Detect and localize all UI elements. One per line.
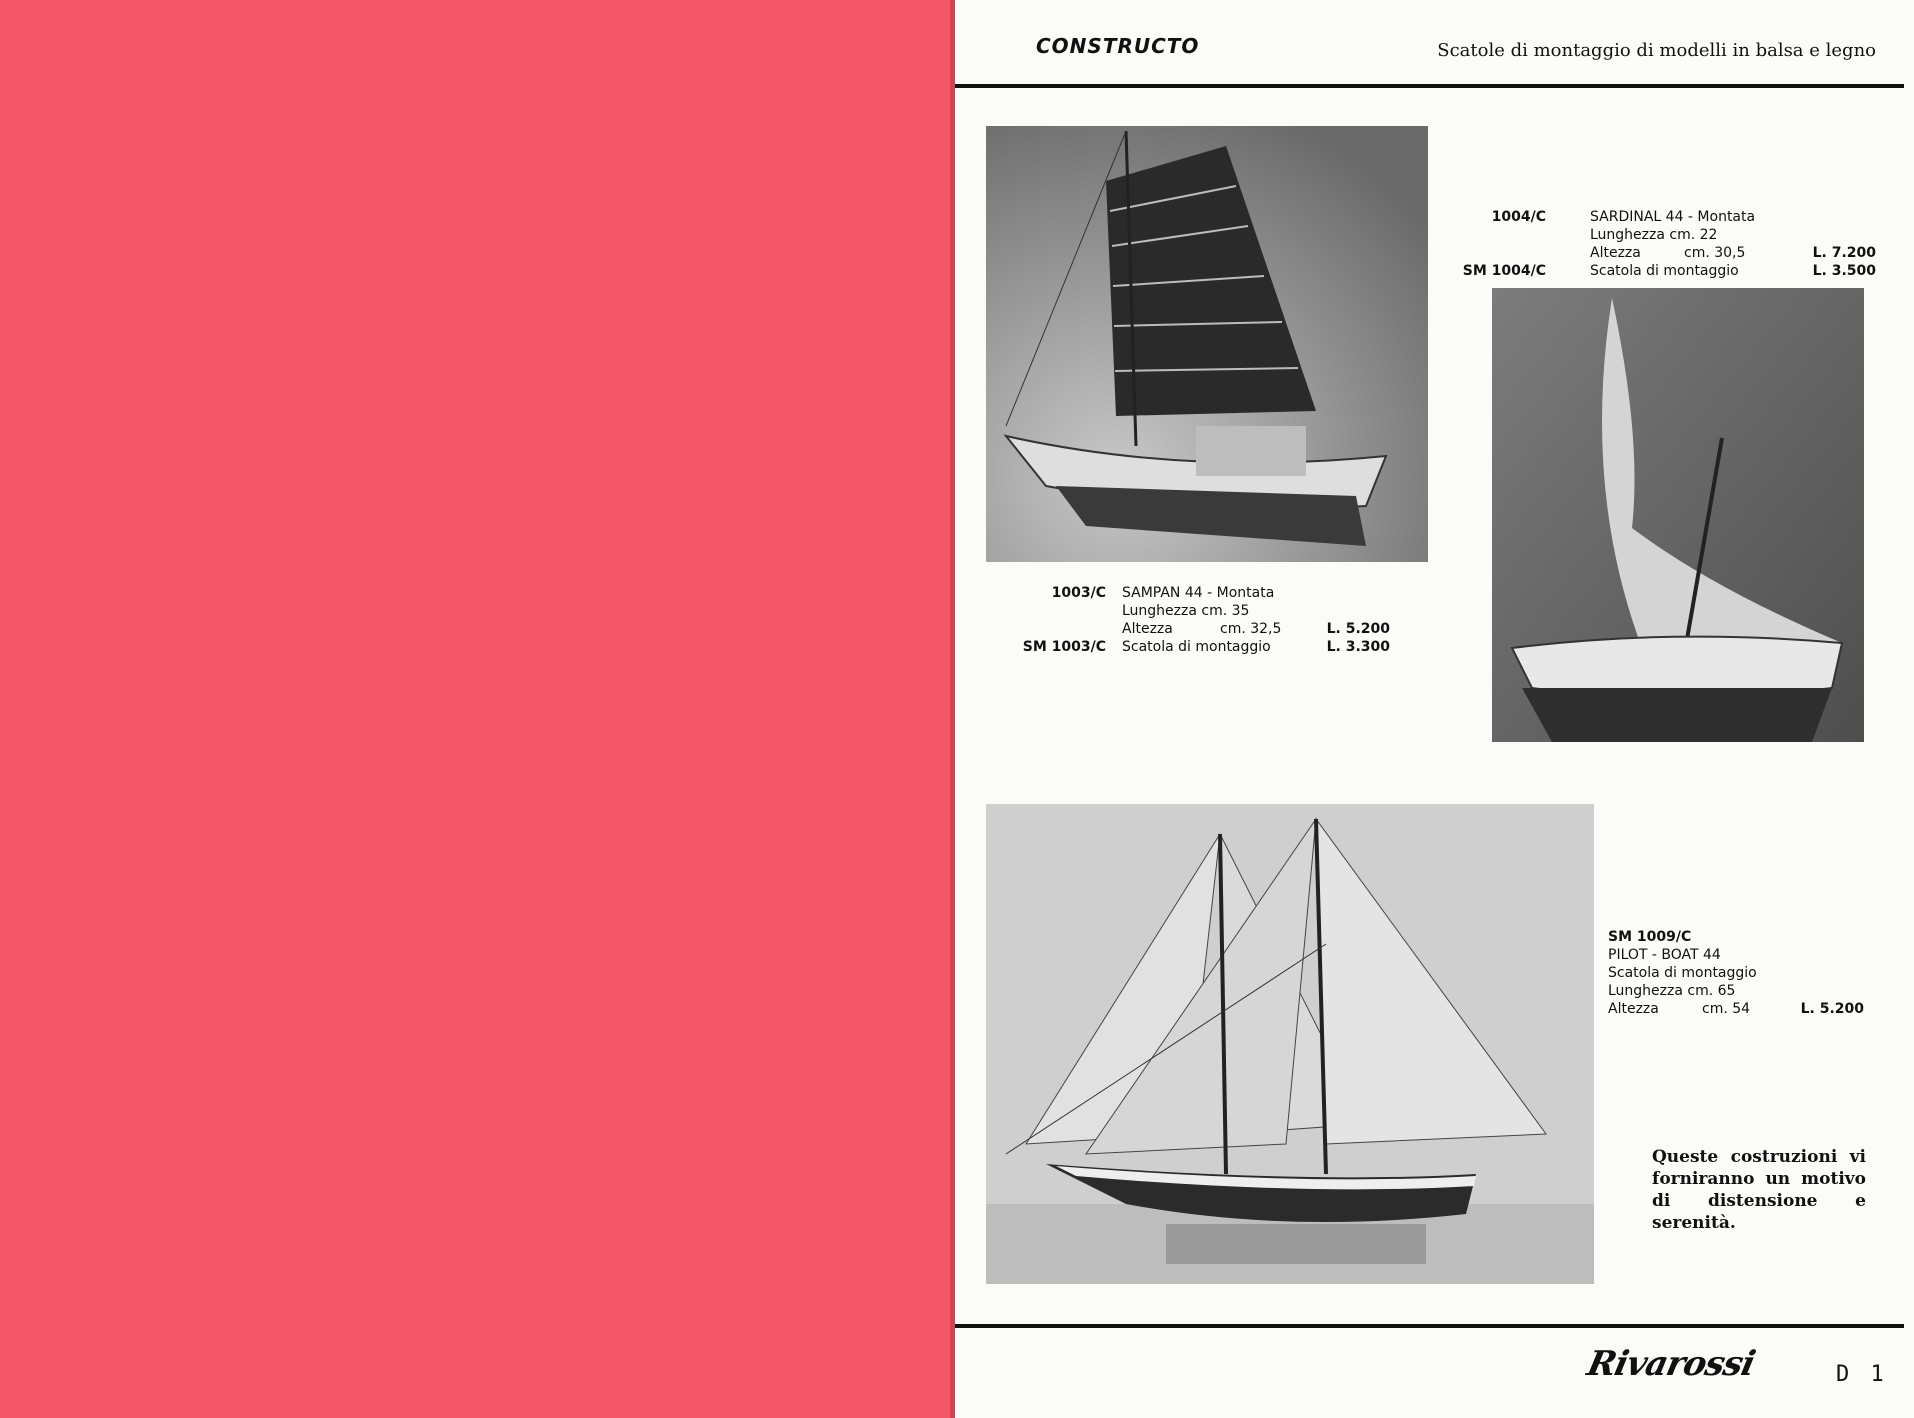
footer-rule [955,1324,1904,1328]
pilot-boat-name: PILOT - BOAT 44 [1608,947,1721,963]
page-number: D 1 [1836,1362,1888,1387]
brand-title: CONSTRUCTO [1036,34,1200,58]
sardinal-price: L. 7.200 [1812,245,1876,261]
sampan-photo [986,126,1428,562]
sampan-length: Lunghezza cm. 35 [1122,603,1250,619]
sampan-name: SAMPAN 44 - Montata [1122,585,1275,601]
sardinal-height-label: Altezza [1590,245,1641,261]
page-subtitle: Scatole di montaggio di modelli in balsa e legno [1437,40,1876,61]
pilot-boat-height-label: Altezza [1608,1001,1659,1017]
header-rule [955,84,1904,88]
sardinal-height-value: cm. 30,5 [1684,245,1746,261]
pilot-boat-height-value: cm. 54 [1702,1001,1751,1017]
sardinal-photo [1492,288,1864,742]
sardinal-kit-label: Scatola di montaggio [1590,263,1739,279]
sampan-kit-label: Scatola di montaggio [1122,639,1271,655]
rivarossi-logo: Rivarossi [1583,1344,1759,1384]
pilot-boat-specs [1608,928,1864,1018]
pilot-boat-price: L. 5.200 [1800,1001,1864,1017]
sardinal-kit-price: L. 3.500 [1812,263,1876,279]
sampan-price: L. 5.200 [1326,621,1390,637]
sardinal-length: Lunghezza cm. 22 [1590,227,1718,243]
sampan-specs [1000,584,1390,656]
sampan-height-value: cm. 32,5 [1220,621,1282,637]
sampan-code: 1003/C [1051,585,1106,601]
sardinal-specs [1462,208,1876,280]
sampan-height-label: Altezza [1122,621,1173,637]
sampan-kit-price: L. 3.300 [1326,639,1390,655]
pilot-boat-photo [986,804,1594,1284]
pilot-boat-code: SM 1009/C [1608,929,1692,945]
pilot-boat-kit-label: Scatola di montaggio [1608,965,1757,981]
tagline-text: Queste costruzioni vi forniranno un motivo di distensione e serenità. [1652,1147,1866,1233]
sampan-kit-code: SM 1003/C [1022,639,1106,655]
sardinal-code: 1004/C [1491,209,1546,225]
sardinal-kit-code: SM 1004/C [1462,263,1546,279]
left-page-blank [0,0,955,1418]
sardinal-name: SARDINAL 44 - Montata [1590,209,1756,225]
pilot-boat-length: Lunghezza cm. 65 [1608,983,1736,999]
